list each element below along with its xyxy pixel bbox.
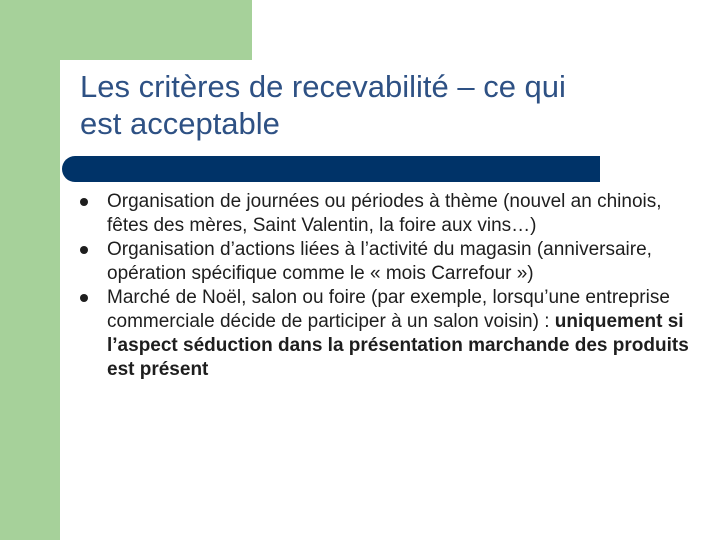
bullet-dot-icon [80, 198, 88, 206]
green-accent-top [0, 0, 252, 60]
bullet-item-christmas-market [80, 286, 698, 382]
bullet-dot-icon [80, 294, 88, 302]
bullet-item-themed-days [80, 190, 698, 238]
bullet-text: Organisation d’actions liées à l’activité du magasin (anniversaire, opération spécifique comme le « mois Carrefour ») [107, 239, 652, 284]
bullet-item-store-actions [80, 238, 698, 286]
bullet-emphasis-text: uniquement si l’aspect séduction dans la présentation marchande des produits est présent [107, 311, 689, 380]
title-underline-bar [62, 156, 600, 182]
bullet-dot-icon [80, 246, 88, 254]
bullet-list [80, 190, 698, 382]
slide-title [80, 68, 700, 142]
bullet-text: Marché de Noël, salon ou foire (par exemple, lorsqu’une entreprise commerciale décide de participer à un salon voisin) : [107, 287, 670, 332]
green-accent-left [0, 0, 60, 540]
bullet-text: Organisation de journées ou périodes à thème (nouvel an chinois, fêtes des mères, Saint Valentin, la foire aux vins…) [107, 191, 662, 236]
slide-title-line-1: Les critères de recevabilité – ce qui [80, 69, 566, 104]
slide-title-line-2: est acceptable [80, 106, 280, 141]
